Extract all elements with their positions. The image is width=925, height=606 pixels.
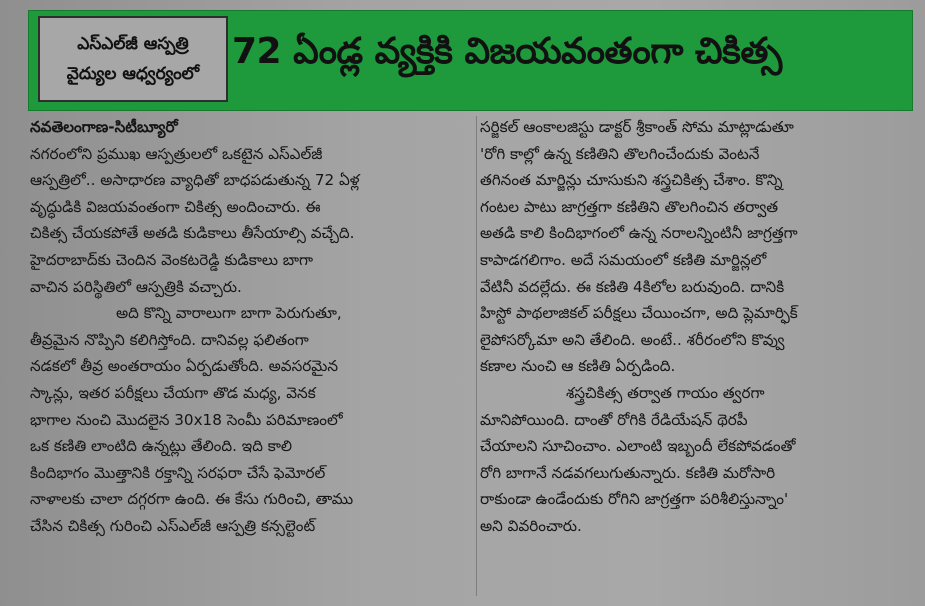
text-line: స్కాన్లు, ఇతర పరీక్షలు చేయగా తొడ మధ్య, వెనక — [30, 383, 316, 402]
text-line: ఆస్పత్రిలో.. అసాధారణ వ్యాధితో బాధపడుతున్న 72 ఏళ్ల — [30, 171, 360, 190]
text-line: వృద్ధుడికి విజయవంతంగా చికిత్స అందించారు. ఈ — [30, 197, 321, 216]
text-line: కాపాడగలిగాం. అదే సమయంలో కణితి మార్జిన్లలో — [480, 250, 767, 269]
text-line: 'రోగి కాల్లో ఉన్న కణితిని తొలగించేందుకు వెంటనే — [480, 144, 760, 163]
text-line: తగినంత మార్జిన్లు చూసుకుని శస్త్రచికిత్స చేశాం. కొన్ని — [480, 171, 783, 190]
text-line: అని వివరించారు. — [480, 516, 582, 535]
text-line: వాచిన పరిస్థితిలో ఆస్పత్రికి వచ్చారు. — [30, 277, 242, 296]
kicker-line-1: ఎస్ఎల్‌జీ ఆస్పత్రి — [77, 34, 189, 54]
text-line: అది కొన్ని వారాలుగా బాగా పెరుగుతూ, — [116, 304, 342, 323]
text-line: భాగాల నుంచి మొదలైన 30x18 సెంమీ పరిమాణంలో — [30, 410, 343, 429]
headline: 72 ఏండ్ల వ్యక్తికి విజయవంతంగా చికిత్స — [232, 31, 782, 72]
dateline: నవతెలంగాణ-సిటీబ్యూరో — [30, 118, 178, 136]
text-line: నాళాలకు చాలా దగ్గరగా ఉంది. ఈ కేసు గురించి, తాము — [30, 490, 354, 509]
text-line: చేసిన చికిత్స గురించి ఎస్ఎల్‌జీ ఆస్పత్రి కన్సల్టెంట్ — [30, 516, 316, 535]
text-line: వేటినీ వదల్లేదు. ఈ కణితి 4కిలోల బరువుంది. దానికి — [480, 277, 785, 296]
text-line: కిందిభాగం మొత్తానికి రక్తాన్ని సరఫరా చేసే ఫెమోరల్ — [30, 463, 326, 482]
text-line: తీవ్రమైన నొప్పిని కలిగిస్తోంది. దానివల్ల ఫలితంగా — [30, 330, 309, 349]
text-line: చికిత్స చేయకపోతే అతడి కుడికాలు తీసేయాల్సి వచ్చేది. — [30, 224, 355, 243]
kicker-line-2: వైద్యుల ఆధ్వర్యంలో — [66, 64, 200, 84]
text-line: రాకుండా ఉండేందుకు రోగిని జాగ్రత్తగా పరిశీలిస్తున్నాం' — [480, 490, 789, 509]
kicker-box — [38, 16, 228, 102]
text-line: రోగి బాగానే నడవగలుగుతున్నారు. కణితి మరోసారి — [480, 463, 776, 482]
text-line: ఒక కణితి లాంటిది ఉన్నట్లు తేలింది. ఇది కాలి — [30, 437, 293, 456]
text-line: శస్త్రచికిత్స తర్వాత గాయం త్వరగా — [566, 383, 765, 402]
text-line: హిస్టో పాథలాజికల్ పరీక్షలు చేయించగా, అది ప్లెమార్ఫిక్ — [480, 304, 798, 323]
text-line: చేయాలని సూచించాం. ఎలాంటి ఇబ్బందీ లేకపోవడంతో — [480, 437, 796, 456]
text-line: మానిపోయింది. దాంతో రోగికి రేడియేషన్ థెరపీ — [480, 410, 748, 429]
text-line: అతడి కాలి కిందిభాగంలో ఉన్న నరాలన్నింటినీ జాగ్రత్తగా — [480, 224, 798, 243]
text-line: సర్జికల్ ఆంకాలజిస్టు డాక్టర్ శ్రీకాంత్ సోమ మాట్లాడుతూ — [480, 118, 794, 136]
column-divider — [476, 116, 477, 596]
text-line: కణాల నుంచి ఆ కణితి ఏర్పడింది. — [480, 357, 676, 376]
text-line: గంటల పాటు జాగ్రత్తగా కణితిని తొలగించిన తర్వాత — [480, 197, 779, 216]
text-line: లైపోసర్కోమా అని తేలింది. అంటే.. శరీరంలోని కొవ్వు — [480, 330, 785, 349]
text-line: హైదరాబాద్‌కు చెందిన వెంకటరెడ్డి కుడికాలు బాగా — [30, 250, 314, 269]
article-column-left — [30, 114, 476, 540]
article-column-right — [480, 114, 914, 540]
text-line: నగరంలోని ప్రముఖ ఆస్పత్రులలో ఒకటైన ఎస్ఎల్‌జీ — [30, 144, 323, 163]
text-line: నడకలో తీవ్ర అంతరాయం ఏర్పడుతోంది. అవసరమైన — [30, 357, 338, 376]
